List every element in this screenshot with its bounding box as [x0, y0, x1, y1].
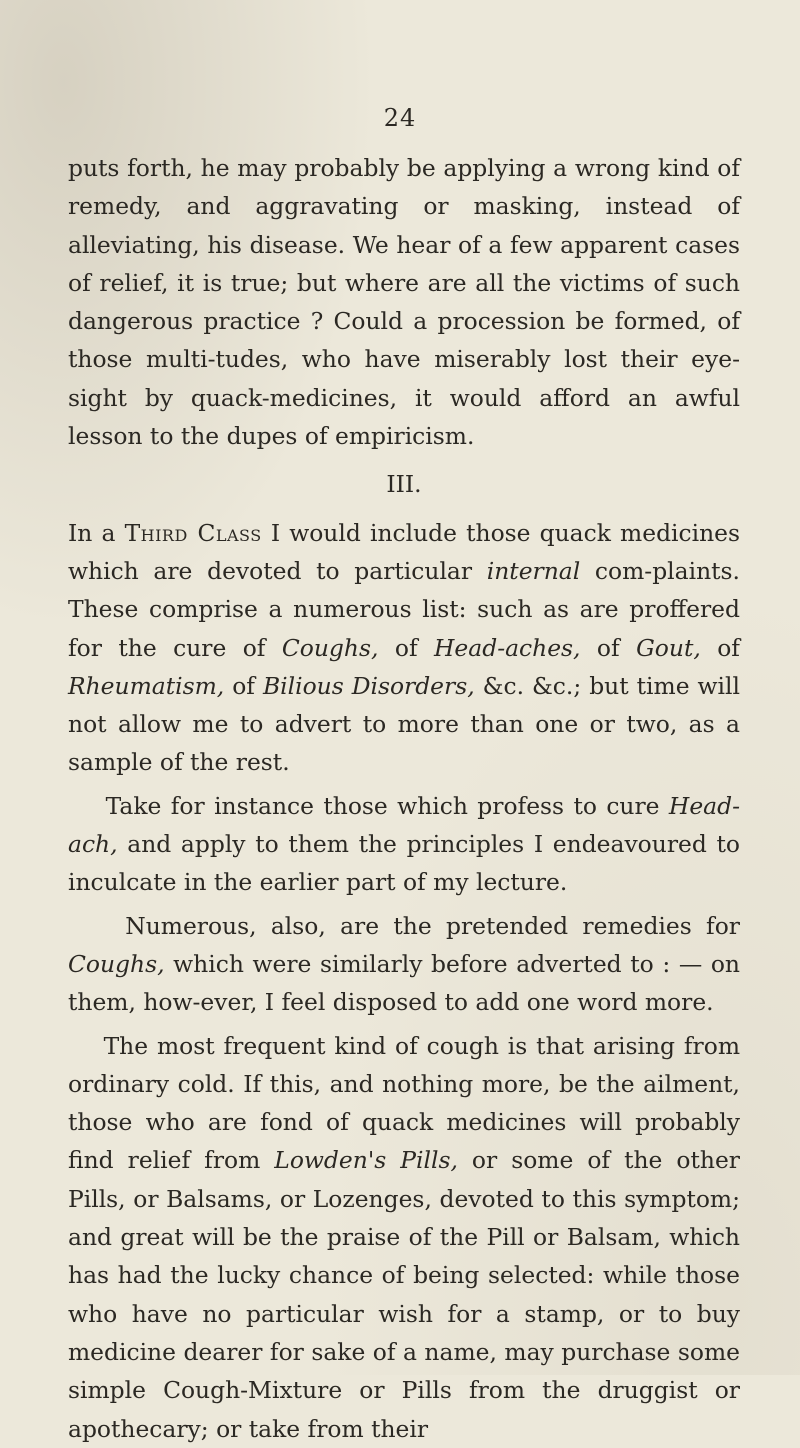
paragraph-3-text-a: Take for instance those which profess to cure [105, 791, 669, 820]
paragraph-2-text-c: of [378, 633, 435, 662]
paragraph-3 [68, 787, 740, 902]
paragraph-4-text-a: Numerous, also, are the pretended remedies for [125, 911, 740, 940]
paragraph-4 [68, 907, 740, 1022]
paragraph-2-text-f: of [224, 671, 263, 700]
paragraph-2-text-b: com-plaints. These comprise a numerous list: such as are proffered for the cure of [68, 556, 740, 662]
paragraph-5-text-b: or some of the other Pills, or Balsams, or Lozenges, devoted to this symptom; and great will be the praise of the Pill or Balsam, which has had the lucky chance of being selected: while those who have no particular wish for a stamp, or to buy medicine dearer for sake of a name, may purchase some simple Cough-Mixture or Pills from the druggist or apothecary; or take from their [68, 1146, 740, 1443]
section-heading: III. [386, 470, 422, 499]
paragraph-5 [68, 1027, 740, 1448]
body-text [68, 149, 740, 1448]
paragraph-4-text-b: which were similarly before adverted to : — on them, how-ever, I feel disposed to add one word more. [68, 949, 740, 1017]
paragraph-5-text-a: The most frequent kind of cough is that arising from ordinary cold. If this, and nothing more, be the ailment, those who are fond of quack medicines will probably find relief from [68, 1031, 740, 1175]
paragraph-3-text-b: and apply to them the principles I endeavoured to inculcate in the earlier part of my lecture. [68, 830, 740, 897]
internal-term: internal [486, 556, 581, 585]
paragraph-1: puts forth, he may probably be applying a wrong kind of remedy, and aggravating or masking, instead of alleviating, his disease. We hear of a few apparent cases of relief, it is true; but where are all the victims of such dangerous practice ? Could a procession be formed, of those multi-tudes, who have miserably lost their eye-sight by quack-medicines, it would afford an awful lesson to the dupes of empiricism. [68, 154, 740, 451]
coughs-term: Coughs, [281, 633, 379, 662]
paragraph-2-text-d: of [580, 633, 637, 662]
head-ach-term: Head-ach, [68, 791, 740, 859]
paragraph-2-start: In a [68, 518, 116, 547]
lowdens-pills-term: Lowden's Pills, [274, 1146, 458, 1175]
rheumatism-term: Rheumatism, [68, 671, 225, 700]
gout-term: Gout, [636, 633, 701, 662]
page-number: 24 [383, 104, 417, 132]
paragraph-2-text-g: &c. &c.; but time will not allow me to advert to more than one or two, as a sample of the rest. [68, 671, 740, 777]
head-aches-term: Head-aches, [434, 633, 581, 662]
bilious-disorders-term: Bilious Disorders, [262, 671, 475, 700]
paragraph-2-text-a: I would include those quack medicines which are devoted to particular [68, 518, 741, 585]
coughs-term-2: Coughs, [68, 949, 165, 978]
paragraph-2 [68, 514, 740, 782]
paragraph-2-text-e: of [700, 633, 740, 662]
third-class-term: Third Class [124, 518, 262, 547]
